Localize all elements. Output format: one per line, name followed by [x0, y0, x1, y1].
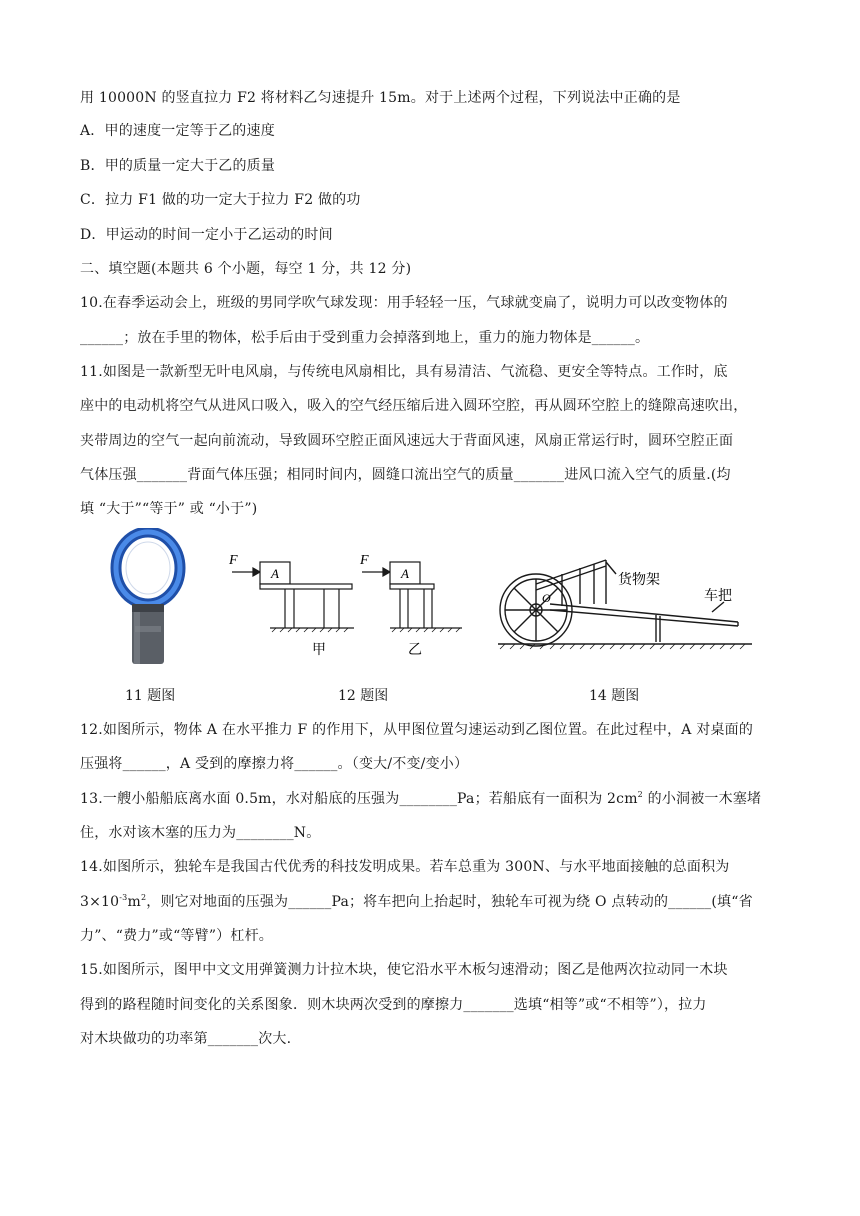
- question-11-line-2: 座中的电动机将空气从进风口吸入，吸入的空气经压缩后进入圆环空腔，再从圆环空腔上的缝隙高速吹出，: [80, 398, 748, 414]
- block-label-yi: A: [401, 566, 409, 581]
- question-14-line-2: [80, 892, 753, 912]
- question-12-line-2: 压强将______，A 受到的摩擦力将______。（变大/不变/变小）: [80, 756, 469, 772]
- label-yi: 乙: [408, 642, 422, 658]
- q13-superscript: 2: [637, 790, 643, 799]
- question-15-line-1: 15.如图所示，图甲中文文用弹簧测力计拉木块，使它沿水平木板匀速滑动；图乙是他两次拉动同一木块: [80, 962, 728, 978]
- question-11-line-3: 夹带周边的空气一起向前流动，导致圆环空腔正面风速远大于背面风速，风扇正常运行时，圆环空腔正面: [80, 433, 734, 449]
- question-11-line-4: 气体压强_______背面气体压强；相同时间内，圆缝口流出空气的质量_______进风口流入空气的质量.(均: [80, 467, 731, 483]
- question-13-line-1: [80, 789, 761, 809]
- force-label-yi: F: [360, 553, 369, 568]
- q14-text-a: 3×10: [80, 894, 120, 910]
- question-11-line-1: 11.如图是一款新型无叶电风扇，与传统电风扇相比，具有易清洁、气流稳、更安全等特点。工作时，底: [80, 364, 728, 380]
- block-on-table-figure: [222, 548, 472, 660]
- pivot-label: O: [542, 591, 551, 605]
- handle-label: 车把: [704, 588, 732, 604]
- wheelbarrow-figure: [494, 544, 756, 654]
- force-label-jia: F: [229, 553, 238, 568]
- block-label-jia: A: [271, 566, 279, 581]
- question-14-line-3: 力”、“费力”或“等臂”）杠杆。: [80, 928, 273, 944]
- question-12-line-1: 12.如图所示，物体 A 在水平推力 F 的作用下，从甲图位置匀速运动到乙图位置。在此过程中，A 对桌面的: [80, 722, 754, 738]
- q13-text-a: 13.一艘小船船底离水面 0.5m，水对船底的压强为________Pa；若船底有一面积为 2cm: [80, 791, 638, 807]
- question-13-line-2: 住，水对该木塞的压力为________N。: [80, 825, 321, 841]
- option-b: B．甲的质量一定大于乙的质量: [80, 158, 276, 174]
- q14-text-b: m: [127, 894, 141, 910]
- bladeless-fan-figure: [108, 528, 188, 666]
- caption-fig-11: 11 题图: [125, 688, 176, 704]
- question-10-line-2: ______；放在手里的物体，松手后由于受到重力会掉落到地上，重力的施力物体是______。: [80, 330, 650, 346]
- question-15-line-2: 得到的路程随时间变化的关系图象．则木块两次受到的摩擦力_______选填“相等”或“不相等”），拉力: [80, 997, 707, 1013]
- option-c: C．拉力 F1 做的功一定大于拉力 F2 做的功: [80, 192, 361, 208]
- question-9-continuation: 用 10000N 的竖直拉力 F2 将材料乙匀速提升 15m。对于上述两个过程，下列说法中正确的是: [80, 90, 681, 106]
- question-14-line-1: 14.如图所示，独轮车是我国古代优秀的科技发明成果。若车总重为 300N、与水平地面接触的总面积为: [80, 859, 730, 875]
- question-10-line-1: 10.在春季运动会上，班级的男同学吹气球发现：用手轻轻一压，气球就变扁了，说明力可以改变物体的: [80, 295, 728, 311]
- question-15-line-3: 对木块做功的功率第_______次大.: [80, 1031, 292, 1047]
- q14-unit-exponent: 2: [140, 893, 147, 902]
- caption-fig-12: 12 题图: [338, 688, 389, 704]
- caption-fig-14: 14 题图: [589, 688, 640, 704]
- q14-text-c: ，则它对地面的压强为______Pa；将车把向上抬起时，独轮车可视为绕 O 点转动的______(填“省: [146, 894, 753, 910]
- label-jia: 甲: [312, 642, 326, 658]
- section-heading-fill-in: 二、填空题(本题共 6 个小题，每空 1 分，共 12 分): [80, 261, 412, 277]
- option-d: D．甲运动的时间一定小于乙运动的时间: [80, 227, 333, 243]
- q13-text-b: 的小洞被一木塞堵: [642, 791, 762, 807]
- question-11-line-5: 填 “大于”“等于” 或 “小于”): [80, 501, 258, 517]
- q14-exponent: -3: [119, 893, 128, 902]
- option-a: A．甲的速度一定等于乙的速度: [80, 123, 275, 139]
- cargo-rack-label: 货物架: [618, 572, 660, 588]
